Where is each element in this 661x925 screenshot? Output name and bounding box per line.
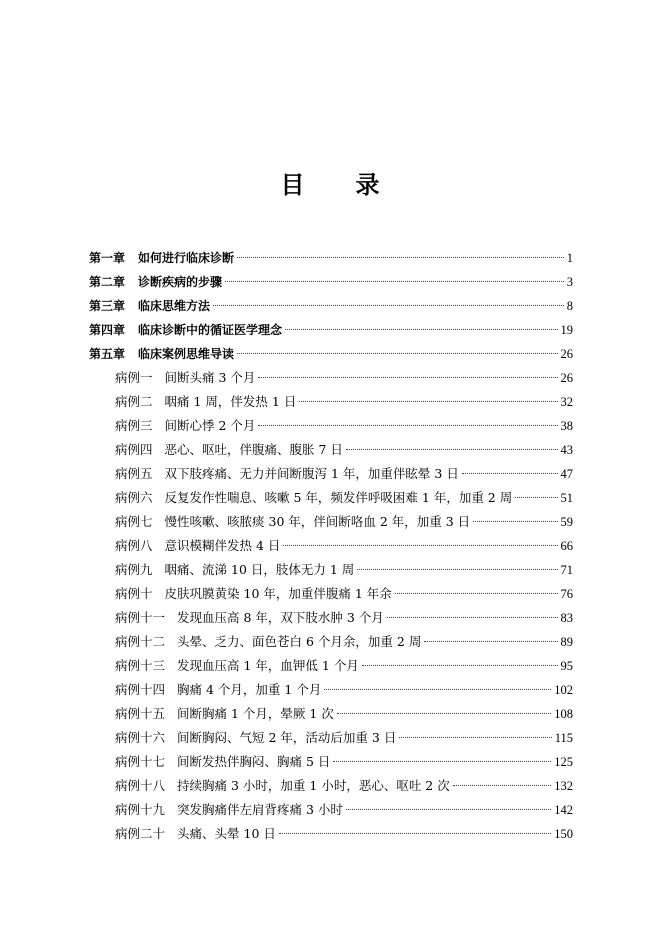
case-title: 皮肤巩膜黄染 10 年，加重伴腹痛 1 年余 — [164, 586, 392, 601]
dot-leader — [473, 521, 557, 522]
chapter-title: 临床诊断中的循证医学理念 — [138, 323, 283, 337]
page-number: 150 — [554, 827, 573, 841]
dot-leader — [515, 497, 557, 498]
toc-case-entry[interactable] — [89, 390, 573, 414]
toc-case-entry[interactable] — [89, 606, 573, 630]
dot-leader — [258, 377, 557, 378]
case-number: 病例六 — [115, 490, 153, 505]
dot-leader — [279, 833, 551, 834]
page-number: 3 — [566, 275, 573, 289]
toc-case-entry[interactable] — [89, 438, 573, 462]
case-title: 间断胸闷、气短 2 年，活动后加重 3 日 — [177, 730, 397, 745]
case-number: 病例四 — [115, 442, 153, 457]
dot-leader — [453, 785, 552, 786]
dot-leader — [399, 737, 551, 738]
case-title: 间断心悸 2 个月 — [164, 418, 256, 433]
case-title: 恶心、呕吐，伴腹痛、腹胀 7 日 — [164, 442, 343, 457]
dot-leader — [324, 689, 551, 690]
toc-case-entry[interactable] — [89, 558, 573, 582]
case-number: 病例十三 — [115, 658, 166, 673]
page-number: 95 — [560, 659, 573, 673]
page-number: 59 — [560, 515, 573, 529]
chapter-number: 第一章 — [89, 251, 126, 265]
case-number: 病例十九 — [115, 802, 166, 817]
case-title: 发现血压高 8 年，双下肢水肿 3 个月 — [177, 610, 384, 625]
dot-leader — [387, 617, 558, 618]
case-title: 反复发作性喘息、咳嗽 5 年，频发伴呼吸困难 1 年，加重 2 周 — [164, 490, 513, 505]
dot-leader — [299, 401, 557, 402]
dot-leader — [424, 641, 557, 642]
toc-case-entry[interactable] — [89, 750, 573, 774]
case-number: 病例七 — [115, 514, 153, 529]
toc-case-entry[interactable] — [89, 582, 573, 606]
chapter-number: 第四章 — [89, 323, 126, 337]
toc-case-entry[interactable] — [89, 702, 573, 726]
dot-leader — [283, 545, 557, 546]
page-number: 83 — [560, 611, 573, 625]
toc-case-entry[interactable] — [89, 534, 573, 558]
page-title: 目 录 — [280, 170, 381, 199]
case-title: 间断头痛 3 个月 — [164, 370, 256, 385]
case-number: 病例十七 — [115, 754, 166, 769]
page-number: 89 — [560, 635, 573, 649]
page-number: 26 — [560, 347, 573, 361]
page-number: 108 — [554, 707, 573, 721]
page-number: 1 — [566, 251, 573, 265]
page-number: 71 — [560, 563, 573, 577]
toc-case-entry[interactable] — [89, 510, 573, 534]
toc-chapter-entry[interactable] — [89, 246, 573, 270]
case-number: 病例十一 — [115, 610, 166, 625]
case-title: 意识模糊伴发热 4 日 — [164, 538, 281, 553]
case-number: 病例一 — [115, 370, 153, 385]
case-title: 持续胸痛 3 小时，加重 1 小时，恶心、呕吐 2 次 — [177, 778, 450, 793]
page-number: 19 — [560, 323, 573, 337]
chapter-title: 诊断疾病的步骤 — [138, 275, 223, 289]
case-title: 双下肢疼痛、无力并间断腹泻 1 年，加重伴眩晕 3 日 — [164, 466, 459, 481]
case-number: 病例五 — [115, 466, 153, 481]
toc-chapter-entry[interactable] — [89, 342, 573, 366]
case-number: 病例十二 — [115, 634, 166, 649]
dot-leader — [395, 593, 558, 594]
dot-leader — [346, 809, 551, 810]
page-number: 132 — [554, 779, 573, 793]
case-title: 头痛、头晕 10 日 — [177, 826, 276, 841]
chapter-number: 第三章 — [89, 299, 126, 313]
toc-case-entry[interactable] — [89, 462, 573, 486]
case-number: 病例十四 — [115, 682, 166, 697]
toc-chapter-entry[interactable] — [89, 270, 573, 294]
table-of-contents — [89, 246, 573, 846]
page-number: 43 — [560, 443, 573, 457]
dot-leader — [346, 449, 558, 450]
dot-leader — [285, 329, 557, 330]
case-title: 间断发热伴胸闷、胸痛 5 日 — [177, 754, 331, 769]
dot-leader — [462, 473, 558, 474]
page-number: 32 — [560, 395, 573, 409]
dot-leader — [337, 713, 551, 714]
toc-case-entry[interactable] — [89, 822, 573, 846]
toc-case-entry[interactable] — [89, 678, 573, 702]
page-number: 115 — [554, 731, 573, 745]
case-title: 慢性咳嗽、咳脓痰 30 年，伴间断咯血 2 年，加重 3 日 — [164, 514, 471, 529]
chapter-number: 第二章 — [89, 275, 126, 289]
toc-case-entry[interactable] — [89, 798, 573, 822]
toc-case-entry[interactable] — [89, 726, 573, 750]
case-number: 病例二 — [115, 394, 153, 409]
page-number: 76 — [560, 587, 573, 601]
case-number: 病例三 — [115, 418, 153, 433]
dot-leader — [333, 761, 551, 762]
dot-leader — [237, 353, 557, 354]
dot-leader — [258, 425, 557, 426]
page-number: 38 — [560, 419, 573, 433]
dot-leader — [362, 665, 558, 666]
toc-case-entry[interactable] — [89, 414, 573, 438]
case-number: 病例十 — [115, 586, 153, 601]
toc-chapter-entry[interactable] — [89, 294, 573, 318]
toc-chapter-entry[interactable] — [89, 318, 573, 342]
toc-case-entry[interactable] — [89, 654, 573, 678]
case-title: 发现血压高 1 年，血钾低 1 个月 — [177, 658, 359, 673]
chapter-title: 临床案例思维导读 — [138, 347, 235, 361]
page-number: 142 — [554, 803, 573, 817]
page-number: 66 — [560, 539, 573, 553]
chapter-title: 临床思维方法 — [138, 299, 211, 313]
dot-leader — [213, 305, 564, 306]
page-number: 8 — [566, 299, 573, 313]
case-title: 胸痛 4 个月，加重 1 个月 — [177, 682, 322, 697]
case-number: 病例十八 — [115, 778, 166, 793]
toc-case-entry[interactable] — [89, 630, 573, 654]
case-title: 头晕、乏力、面色苍白 6 个月余，加重 2 周 — [177, 634, 422, 649]
page-number: 102 — [554, 683, 573, 697]
page-number: 47 — [560, 467, 573, 481]
case-number: 病例十六 — [115, 730, 166, 745]
case-number: 病例二十 — [115, 826, 166, 841]
toc-case-entry[interactable] — [89, 486, 573, 510]
case-number: 病例八 — [115, 538, 153, 553]
toc-case-entry[interactable] — [89, 774, 573, 798]
case-title: 咽痛 1 周，伴发热 1 日 — [164, 394, 297, 409]
toc-case-entry[interactable] — [89, 366, 573, 390]
dot-leader — [357, 569, 557, 570]
chapter-title: 如何进行临床诊断 — [138, 251, 235, 265]
case-number: 病例十五 — [115, 706, 166, 721]
page-number: 51 — [560, 491, 573, 505]
dot-leader — [225, 281, 564, 282]
case-title: 咽痛、流涕 10 日，肢体无力 1 周 — [164, 562, 355, 577]
case-title: 间断胸痛 1 个月，晕厥 1 次 — [177, 706, 334, 721]
chapter-number: 第五章 — [89, 347, 126, 361]
case-number: 病例九 — [115, 562, 153, 577]
page-number: 26 — [560, 371, 573, 385]
page-number: 125 — [554, 755, 573, 769]
dot-leader — [237, 257, 564, 258]
case-title: 突发胸痛伴左肩背疼痛 3 小时 — [177, 802, 343, 817]
